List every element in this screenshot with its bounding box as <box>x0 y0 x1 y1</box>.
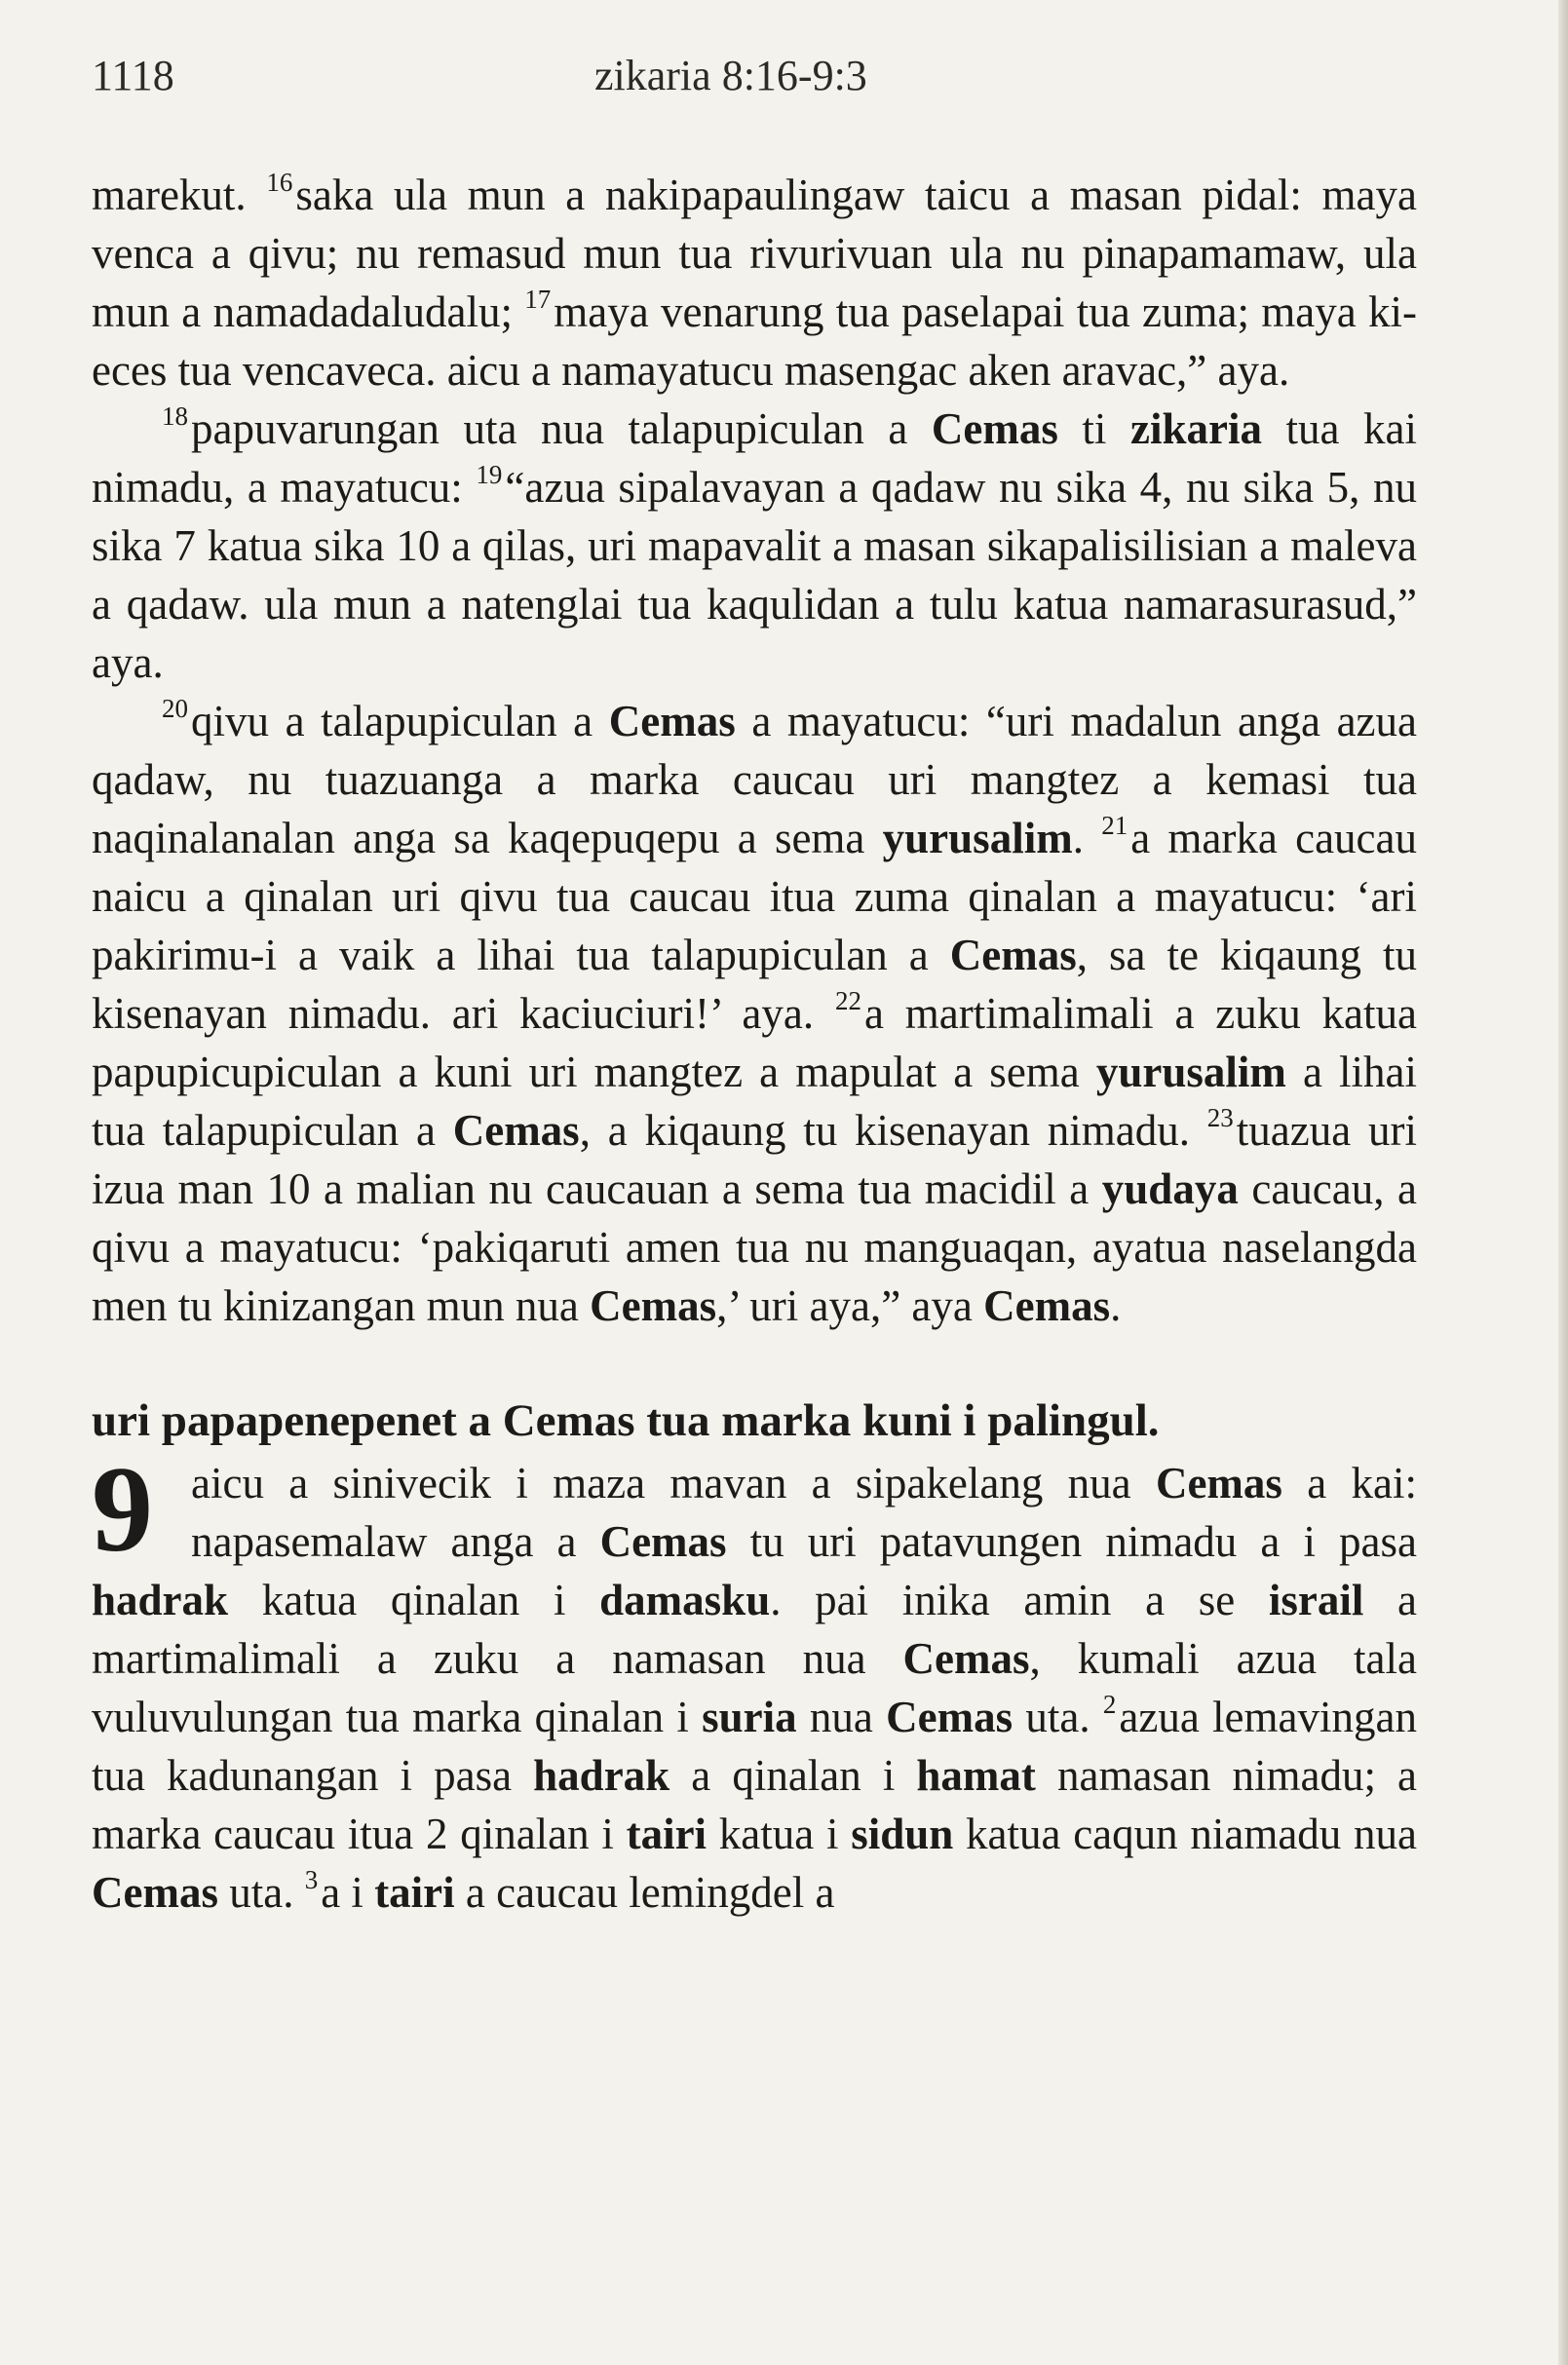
text-run: a marka caucau naicu a qinalan uri qivu tua caucau itua zuma qinalan a mayatucu: ‘ari pakirimu-i a vaik a lihai tua talapupiculan a <box>92 814 1417 979</box>
proper-noun: tairi <box>626 1810 708 1858</box>
text-run: a martimalimali a zuku katua papupicupiculan a kuni uri mangtez a mapulat a sema <box>92 989 1417 1096</box>
text-run: , a kiqaung tu kisenayan nimadu. <box>579 1106 1207 1155</box>
proper-noun: yurusalim <box>1095 1048 1286 1096</box>
text-run: aicu a sinivecik i maza mavan a sipakelang nua <box>191 1459 1156 1507</box>
text-run: uta. <box>1013 1693 1103 1741</box>
book-page <box>92 51 1417 1922</box>
book-spine-edge <box>1558 0 1568 2365</box>
text-run: . <box>1072 814 1102 862</box>
text-run: katua caqun niamadu nua <box>953 1810 1418 1858</box>
proper-noun: suria <box>702 1693 797 1741</box>
verse-number: 22 <box>834 986 861 1015</box>
proper-noun: Cemas <box>931 404 1058 453</box>
text-run: . pai inika amin a se <box>770 1576 1269 1624</box>
proper-noun: damasku <box>599 1576 771 1624</box>
text-run: tu uri patavungen nimadu a i pasa <box>726 1517 1417 1566</box>
verse-number: 21 <box>1101 811 1128 840</box>
proper-noun: israil <box>1268 1576 1364 1624</box>
text-run: qivu a talapupiculan a <box>191 697 609 745</box>
text-run: marekut. <box>92 171 267 219</box>
verse-number: 3 <box>304 1865 319 1894</box>
text-run: ,’ uri aya,” aya <box>716 1281 984 1330</box>
proper-noun: yudaya <box>1101 1164 1239 1213</box>
text-run: katua qinalan i <box>228 1576 600 1624</box>
text-run: a caucau lemingdel a <box>454 1868 835 1917</box>
proper-noun: Cemas <box>452 1106 580 1155</box>
verse-number: 17 <box>524 285 552 314</box>
text-run: azua lemavingan tua kadunangan i pasa <box>92 1693 1417 1800</box>
proper-noun: Cemas <box>886 1693 1013 1741</box>
text-run: a qinalan i <box>669 1751 917 1800</box>
text-run: katua i <box>707 1810 852 1858</box>
proper-noun: hadrak <box>92 1576 229 1624</box>
proper-noun: Cemas <box>590 1281 717 1330</box>
proper-noun: Cemas <box>1155 1459 1282 1507</box>
text-run: papuvarungan uta nua talapupiculan a <box>191 404 932 453</box>
paragraph-3 <box>92 692 1417 1335</box>
verse-number: 16 <box>266 168 293 197</box>
proper-noun: sidun <box>851 1810 954 1858</box>
proper-noun: Cemas <box>949 931 1077 979</box>
proper-noun: tairi <box>374 1868 455 1917</box>
text-run: uta. <box>217 1868 305 1917</box>
paragraph-1 <box>92 166 1417 400</box>
verse-number: 23 <box>1206 1103 1234 1132</box>
text-run: . <box>1110 1281 1122 1330</box>
proper-noun: Cemas <box>902 1634 1030 1683</box>
text-run: ti <box>1057 404 1130 453</box>
text-run: saka ula mun a nakipapaulingaw taicu a masan pidal: maya venca a qivu; nu remasud mun tua rivurivuan ula nu pinapamamaw, ula mun a namadadaludalu; <box>92 171 1417 336</box>
proper-noun: yurusalim <box>882 814 1073 862</box>
section-heading: uri papapenepenet a Cemas tua marka kuni i palingul. <box>92 1395 1160 1446</box>
verse-number: 20 <box>162 694 188 723</box>
proper-noun: Cemas <box>92 1868 218 1917</box>
text-run: namasan nimadu; a marka caucau itua 2 qinalan i <box>92 1751 1417 1858</box>
verse-number: 19 <box>476 460 503 489</box>
text-run: tuazua uri izua man 10 a malian nu caucauan a sema tua macidil a <box>92 1106 1417 1213</box>
text-run: a mayatucu: “uri madalun anga azua qadaw, nu tuazuanga a marka caucau uri mangtez a kemasi tua naqinalanalan anga sa kaqepuqepu a sema <box>92 697 1417 862</box>
text-run: maya venarung tua paselapai tua zuma; maya ki-eces tua vencaveca. aicu a namayatucu masengac aken aravac,” aya. <box>92 287 1417 395</box>
paragraph-chapter-9 <box>92 1442 1418 1922</box>
text-run: tua kai nimadu, a mayatucu: <box>92 404 1417 512</box>
proper-noun: Cemas <box>599 1517 727 1566</box>
text-run: “azua sipalavayan a qadaw nu sika 4, nu sika 5, nu sika 7 katua sika 10 a qilas, uri mapavalit a masan sikapalisilisian a maleva a qadaw. ula mun a natenglai tua kaqulidan a tulu katua namarasurasud,” aya. <box>92 463 1417 687</box>
text-run: a lihai tua talapupiculan a <box>92 1048 1417 1155</box>
text-run: a i <box>321 1868 375 1917</box>
verse-number: 18 <box>162 401 188 431</box>
body-text <box>92 166 1417 1335</box>
page-number: 1118 <box>92 52 174 99</box>
proper-noun: Cemas <box>608 697 736 745</box>
paragraph-2 <box>92 400 1417 692</box>
proper-noun: zikaria <box>1129 404 1262 453</box>
chapter-9-body <box>92 1442 1418 1922</box>
proper-noun: hamat <box>916 1751 1036 1800</box>
text-run: a kai: napasemalaw anga a <box>191 1459 1417 1566</box>
text-run: , sa te kiqaung tu kisenayan nimadu. ari kaciuciuri!’ aya. <box>92 931 1417 1038</box>
text-run: , kumali azua tala vuluvulungan tua marka qinalan i <box>92 1634 1417 1741</box>
verse-number: 2 <box>1102 1690 1117 1719</box>
text-run: nua <box>796 1693 887 1741</box>
chapter-verse-reference: zikaria 8:16-9:3 <box>594 52 867 99</box>
chapter-number: 9 <box>92 1442 153 1578</box>
proper-noun: Cemas <box>983 1281 1111 1330</box>
text-run: a martimalimali a zuku a namasan nua <box>92 1576 1417 1683</box>
proper-noun: hadrak <box>533 1751 670 1800</box>
running-header <box>92 51 1417 105</box>
text-run: caucau, a qivu a mayatucu: ‘pakiqaruti amen tua nu manguaqan, ayatua naselangda men tu kinizangan mun nua <box>92 1164 1417 1330</box>
